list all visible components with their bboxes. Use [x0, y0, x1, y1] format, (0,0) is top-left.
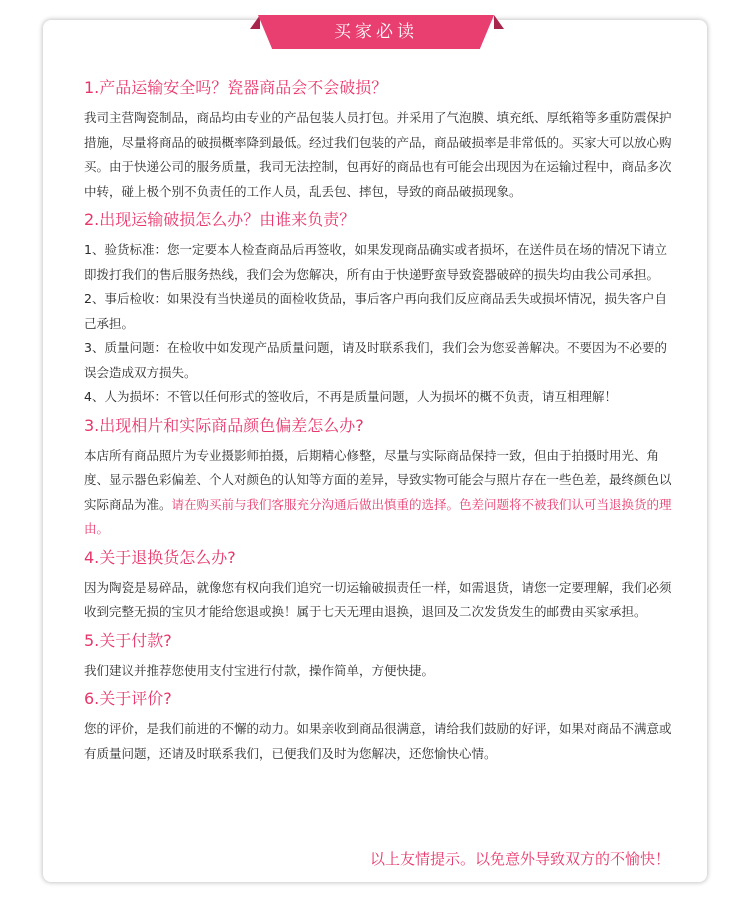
section-2-item-2: 2、事后检收：如果没有当快递员的面检收货品，事后客户再向我们反应商品丢失或损坏情况，损失客户自己承担。 [84, 291, 667, 331]
section-1-paragraph: 我司主营陶瓷制品，商品均由专业的产品包装人员打包。并采用了气泡膜、填充纸、厚纸箱等多重防震保护措施，尽量将商品的破损概率降到最低。经过我们包装的产品，商品破损率是非常低的。买家大可以放心购买。由于快递公司的服务质量，我司无法控制，包再好的商品也有可能会出现因为在运输过程中，商品多次中转，碰上极个别不负责任的工作人员，乱丢包、摔包，导致的商品破损现象。 [84, 110, 672, 199]
section-6-title: 6.关于评价? [84, 689, 172, 708]
section-2-title: 2.出现运输破损怎么办？由谁来负责？ [84, 210, 356, 229]
section-3-paragraph [84, 444, 674, 542]
section-4-paragraph: 因为陶瓷是易碎品，就像您有权向我们追究一切运输破损责任一样，如需退货，请您一定要理解，我们必须收到完整无损的宝贝才能给您退或换！属于七天无理由退换，退回及二次发货发生的邮费由买家承担。 [84, 579, 672, 619]
section-4-title: 4.关于退换货怎么办? [84, 547, 236, 567]
section-5-paragraph: 我们建议并推荐您使用支付宝进行付款，操作简单，方便快捷。 [84, 662, 435, 678]
section-2-item-3: 3、质量问题：在检收中如发现产品质量问题，请及时联系我们，我们会为您妥善解决。不要因为不必要的误会造成双方损失。 [84, 340, 667, 380]
section-6-paragraph: 您的评价，是我们前进的不懈的动力。如果亲收到商品很满意，请给我们鼓励的好评，如果对商品不满意或有质量问题，还请及时联系我们，已便我们及时为您解决，还您愉快心情。 [84, 721, 672, 761]
page-title: 买家必读 [334, 22, 418, 42]
notice-content [84, 78, 674, 766]
section-2-item-4: 4、人为损坏：不管以任何形式的签收后，不再是质量问题，人为损坏的概不负责，请互相理解！ [84, 389, 617, 404]
section-5-title: 5.关于付款? [84, 630, 172, 650]
section-1-title: 1.产品运输安全吗？瓷器商品会不会破损？ [84, 78, 388, 97]
section-2-item-1: 1、验货标准：您一定要本人检查商品后再签收，如果发现商品确实或者损坏，在送件员在场的情况下请立即拨打我们的售后服务热线，我们会为您解决，所有由于快递野蛮导致瓷器破碎的损失均由我公司承担。 [84, 242, 667, 282]
closing-note: 以上友情提示。以免意外导致双方的不愉快！ [369, 850, 670, 868]
section-3-highlight: 请在购买前与我们客服充分沟通后做出慎重的选择。色差问题将不被我们认可当退换货的理由。 [84, 496, 672, 536]
section-3-title: 3.出现相片和实际商品颜色偏差怎么办? [84, 415, 364, 435]
section-3-text: 本店所有商品照片为专业摄影师拍摄，后期精心修整，尽量与实际商品保持一致，但由于拍摄时用光、角度、显示器色彩偏差、个人对颜色的认知等方面的差异，导致实物可能会与照片存在一些色差，最终颜色以实际商品为准。 [84, 447, 672, 512]
